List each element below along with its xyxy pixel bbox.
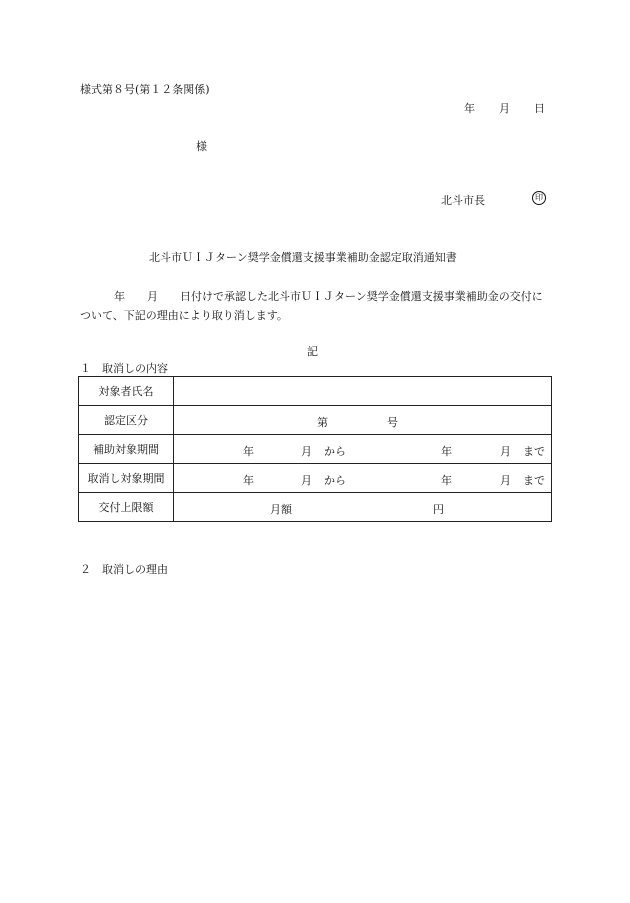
row-label: 取消し対象期間 <box>79 464 174 493</box>
row-label: 認定区分 <box>79 406 174 435</box>
month1: 月 <box>301 445 312 458</box>
year2: 年 <box>441 445 452 458</box>
section1-heading: １ 取消しの内容 <box>80 362 168 375</box>
seal-mark: 印 <box>532 191 546 205</box>
from-label: から <box>324 445 346 458</box>
certification-value-cell <box>174 406 552 435</box>
date-month: 月 <box>499 102 510 115</box>
date-day: 日 <box>534 102 545 115</box>
year2: 年 <box>441 474 452 487</box>
document-title: 北斗市ＵＩＪターン奨学金償還支援事業補助金認定取消通知書 <box>149 251 457 264</box>
table-row <box>79 406 552 435</box>
subsidy-period-cell <box>174 435 552 464</box>
limit-amount-cell <box>174 493 552 522</box>
date-year: 年 <box>464 102 475 115</box>
monthly-label: 月額 <box>270 503 292 516</box>
name-value-cell <box>174 377 552 406</box>
month1: 月 <box>301 474 312 487</box>
yen-label: 円 <box>433 503 444 516</box>
until-label: まで <box>523 445 545 458</box>
table-row <box>79 435 552 464</box>
body-year: 年 <box>114 290 125 303</box>
body-paragraph <box>80 287 552 325</box>
until-label: まで <box>523 474 545 487</box>
year1: 年 <box>243 445 254 458</box>
table-row <box>79 464 552 493</box>
row-label: 対象者氏名 <box>79 377 174 406</box>
go-label: 号 <box>387 416 398 429</box>
month2: 月 <box>500 445 511 458</box>
section2-heading: ２ 取消しの理由 <box>80 563 168 576</box>
body-month: 月 <box>147 290 158 303</box>
dai-label: 第 <box>317 416 328 429</box>
sender-mayor: 北斗市長 <box>441 194 485 207</box>
row-label: 補助対象期間 <box>79 435 174 464</box>
addressee-honorific: 様 <box>196 140 207 153</box>
ki-heading: 記 <box>307 345 318 358</box>
details-table <box>78 376 552 522</box>
from-label: から <box>324 474 346 487</box>
cancel-period-cell <box>174 464 552 493</box>
table-row <box>79 493 552 522</box>
year1: 年 <box>243 474 254 487</box>
row-label: 交付上限額 <box>79 493 174 522</box>
body-text: 日付けで承認した北斗市ＵＩＪターン奨学金償還支援事業補助金の交付について、下記の理由により取り消します。 <box>80 290 543 322</box>
date-line <box>464 100 545 116</box>
table-row <box>79 377 552 406</box>
form-number: 様式第８号(第１２条関係) <box>80 83 210 96</box>
month2: 月 <box>500 474 511 487</box>
